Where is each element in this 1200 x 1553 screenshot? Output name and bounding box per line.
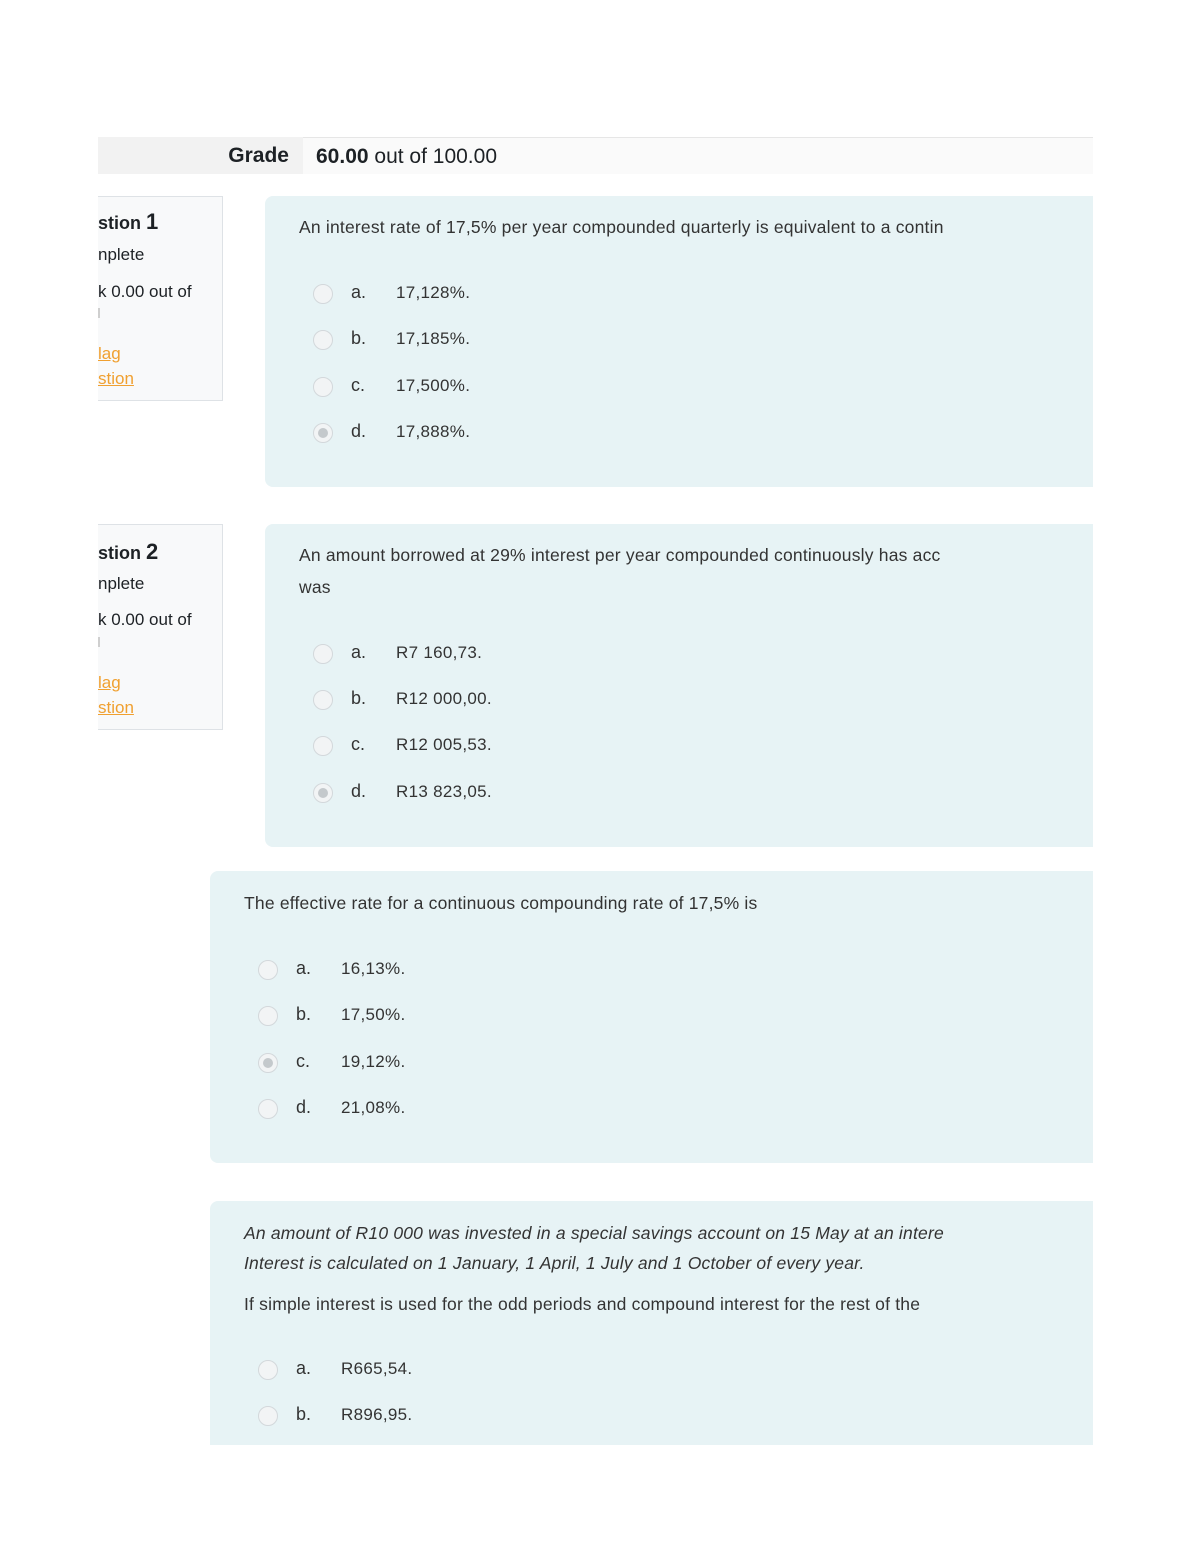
answer-letter: c.	[351, 375, 366, 395]
answer-text: R896,95.	[341, 1405, 413, 1424]
flag-question-link[interactable]	[98, 670, 134, 720]
answer-text: 21,08%.	[341, 1098, 406, 1117]
question-text: An amount borrowed at 29% interest per year compounded continuously has acc	[299, 545, 941, 565]
quiz-review-page	[98, 0, 1093, 1553]
flag-question-line2: stion	[98, 698, 134, 717]
question-card-1	[265, 196, 1093, 487]
answer-letter: d.	[351, 781, 367, 801]
flag-question-line1: lag	[98, 344, 121, 363]
question-card-3	[210, 871, 1093, 1163]
answer-letter: b.	[296, 1004, 312, 1024]
question-card-4	[210, 1201, 1093, 1445]
answer-letter: b.	[351, 328, 367, 348]
question-info-2	[98, 524, 223, 730]
question-mark: k 0.00 out of	[98, 610, 192, 629]
answer-text: R12 000,00.	[396, 689, 492, 708]
grade-value	[316, 145, 497, 169]
radio-button[interactable]	[313, 644, 333, 664]
question-number: 2	[146, 539, 159, 564]
radio-button[interactable]	[258, 1006, 278, 1026]
answer-text: R12 005,53.	[396, 735, 492, 754]
question-state: nplete	[98, 245, 145, 264]
radio-button[interactable]	[258, 960, 278, 980]
question-text: The effective rate for a continuous compounding rate of 17,5% is	[244, 893, 758, 913]
radio-button[interactable]	[258, 1360, 278, 1380]
radio-button[interactable]	[313, 284, 333, 304]
question-number-label	[98, 539, 158, 565]
question-card-2	[265, 524, 1093, 847]
grade-label-cell	[98, 137, 303, 174]
answer-text: 17,185%.	[396, 329, 471, 348]
answer-letter: b.	[351, 688, 367, 708]
answer-text: 19,12%.	[341, 1052, 406, 1071]
radio-button[interactable]	[313, 690, 333, 710]
answer-letter: a.	[351, 282, 367, 302]
answer-letter: b.	[296, 1404, 312, 1424]
question-number-label	[98, 209, 158, 235]
question-text-prompt: If simple interest is used for the odd periods and compound interest for the rest of the	[244, 1294, 921, 1314]
radio-button-selected[interactable]	[258, 1053, 278, 1073]
flag-question-line1: lag	[98, 673, 121, 692]
grade-max: out of 100.00	[368, 145, 498, 168]
answer-text: 17,50%.	[341, 1005, 406, 1024]
mark-remainder	[98, 308, 100, 318]
answer-text: R665,54.	[341, 1359, 413, 1378]
radio-button-selected[interactable]	[313, 423, 333, 443]
answer-text: 17,500%.	[396, 376, 471, 395]
radio-button[interactable]	[313, 736, 333, 756]
question-prefix: stion	[98, 543, 146, 563]
question-prefix: stion	[98, 213, 146, 233]
answer-letter: a.	[296, 1358, 312, 1378]
grade-score: 60.00	[316, 145, 369, 168]
question-text-continued: was	[299, 577, 331, 597]
radio-button[interactable]	[258, 1406, 278, 1426]
radio-button[interactable]	[258, 1099, 278, 1119]
answer-letter: d.	[296, 1097, 312, 1117]
question-text: An amount of R10 000 was invested in a special savings account on 15 May at an intere	[244, 1223, 944, 1243]
question-mark: k 0.00 out of	[98, 282, 192, 301]
grade-value-cell	[303, 137, 1093, 174]
question-state: nplete	[98, 574, 145, 593]
question-text-continued: Interest is calculated on 1 January, 1 April, 1 July and 1 October of every year.	[244, 1253, 865, 1273]
answer-letter: d.	[351, 421, 367, 441]
radio-button[interactable]	[313, 377, 333, 397]
answer-letter: c.	[351, 734, 366, 754]
answer-text: R7 160,73.	[396, 643, 483, 662]
question-text: An interest rate of 17,5% per year compounded quarterly is equivalent to a contin	[299, 217, 944, 237]
grade-summary-row	[98, 137, 1093, 174]
grade-label: Grade	[228, 144, 289, 167]
flag-question-line2: stion	[98, 369, 134, 388]
mark-remainder	[98, 637, 100, 647]
radio-button[interactable]	[313, 330, 333, 350]
question-number: 1	[146, 209, 159, 234]
answer-letter: c.	[296, 1051, 311, 1071]
flag-question-link[interactable]	[98, 341, 134, 391]
answer-letter: a.	[351, 642, 367, 662]
question-info-1	[98, 196, 223, 401]
answer-text: R13 823,05.	[396, 782, 492, 801]
answer-letter: a.	[296, 958, 312, 978]
answer-text: 17,128%.	[396, 283, 471, 302]
radio-button-selected[interactable]	[313, 783, 333, 803]
answer-text: 17,888%.	[396, 422, 471, 441]
answer-text: 16,13%.	[341, 959, 406, 978]
